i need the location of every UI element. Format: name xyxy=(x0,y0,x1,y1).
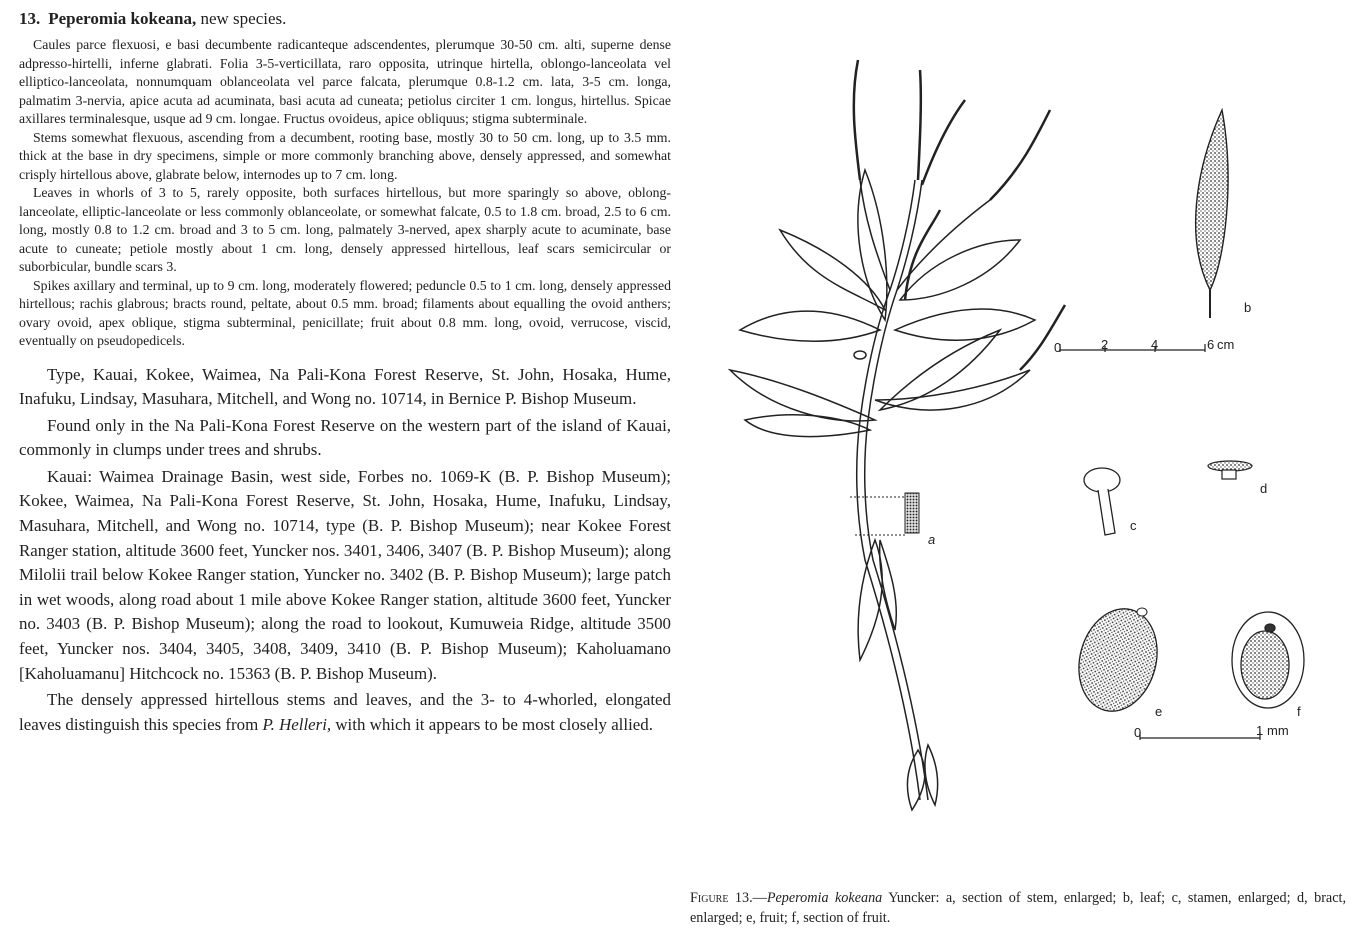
fruit-section-drawing xyxy=(1232,612,1304,708)
fruit-drawing xyxy=(1068,600,1168,720)
caption-text: Yuncker: a, section of stem, enlarged; b, leaf; c, stamen, enlarged; d, bract, enlarged; e, fruit; f, section of fruit. xyxy=(690,890,1347,926)
species-name: Peperomia kokeana, xyxy=(48,9,197,28)
stem-section-drawing xyxy=(905,493,919,533)
scale-bar-mm xyxy=(1140,732,1260,740)
scale-cm-tick-6: 6 xyxy=(1207,337,1215,352)
caption-species: Peperomia kokeana xyxy=(766,890,883,906)
label-b: b xyxy=(1244,300,1252,315)
scale-cm-tick-2: 2 xyxy=(1101,337,1109,352)
type-paragraph: Type, Kauai, Kokee, Waimea, Na Pali-Kona Forest Reserve, St. John, Hosaka, Hume, Inafuku, Lindsay, Masuhara, Mitchell, and Wong no. 10714, in Bernice P. Bishop Museum. xyxy=(19,364,671,409)
latin-description: Caules parce flexuosi, e basi decumbente radicanteque adscendentes, plerumque 30-50 cm. alti, superne dense adpresso-hirtelli, inferne glabrati. Folia 3-5-verticillata, raro opposita, utrinque hirtella, oblongo-lanceolata vel elliptico-lanceolata, nonnumquam oblanceolata vel parce falcata, plerumque 0.8-1.2 cm. lata, 3-5 cm. longa, palmatim 3-nervia, apice acuta ad acuminata, basi acuta ad cuneata; petiolus circiter 1 cm. longus, hirtellus. Spicae axillares terminalesque, usque ad 9 cm. longae. Fructus ovoideus, apice obliquus; stigma subterminale. xyxy=(19,37,671,126)
scale-cm-unit: cm xyxy=(1217,337,1235,352)
scale-mm-unit: mm xyxy=(1267,723,1289,738)
label-e: e xyxy=(1155,704,1163,719)
species-suffix: new species. xyxy=(196,9,287,28)
leaf-drawing xyxy=(1196,110,1228,290)
figure-label: Figure 13.— xyxy=(690,890,767,906)
scale-cm-tick-4: 4 xyxy=(1151,337,1159,352)
distribution-paragraph: Found only in the Na Pali-Kona Forest Reserve on the western part of the island of Kauai, commonly in clumps under trees and shrubs. xyxy=(19,415,671,460)
bract-drawing xyxy=(1208,461,1252,479)
label-f: f xyxy=(1297,704,1301,719)
leaves-paragraph: Leaves in whorls of 3 to 5, rarely opposite, both surfaces hirtellous, but more sparingly so above, oblong-lanceolate, elliptic-lanceolate or less commonly oblanceolate, or somewhat falcate, 0.5 to 1.8 cm. broad, 2.5 to 6 cm. long, mostly 0.8 to 1.2 cm. broad and 3 to 5 cm. long, palmately 3-nerved, apex sharply acute to acuminate, base acute to cuneate; petiole mostly about 1 cm. long, densely appressed hirtellous, leaf scars semicircular or suborbicular, bundle scars 3. xyxy=(19,185,671,274)
botanical-illustration xyxy=(690,0,1360,880)
species-heading xyxy=(19,8,671,30)
label-d: d xyxy=(1260,481,1268,496)
figure-panel xyxy=(690,0,1360,939)
closing-paragraph xyxy=(19,688,671,737)
plant-habit xyxy=(730,60,1065,810)
figure-caption xyxy=(690,888,1346,928)
closing-before: The densely appressed hirtellous stems and leaves, and the 3- to 4-whorled, elongated leaves distinguish this species from xyxy=(19,690,671,734)
scale-mm-tick-0: 0 xyxy=(1134,725,1142,740)
label-c: c xyxy=(1130,518,1137,533)
specimens-paragraph: Kauai: Waimea Drainage Basin, west side, Forbes no. 1069-K (B. P. Bishop Museum); Kokee, Waimea, Na Pali-Kona Forest Reserve, St. John, Hosaka, Hume, Inafuku, Lindsay, Masuhara, Mitchell, and Wong no. 10714, type (B. P. Bishop Museum); near Kokee Forest Ranger station, altitude 3600 feet, Yuncker nos. 3401, 3406, 3407 (B. P. Bishop Museum); along Milolii trail below Kokee Ranger station, Yuncker no. 3402 (B. P. Bishop Museum); large patch in wet woods, along road about 1 mile above Kokee Ranger station, altitude 3600 feet, Yuncker no. 3403 (B. P. Bishop Museum); along the road to lookout, Kumuweia Ridge, altitude 3500 feet, Yuncker nos. 3404, 3405, 3408, 3409, 3410 (B. P. Bishop Museum); Kaholuamano [Kaholuamanu] Hitchcock no. 15363 (B. P. Bishop Museum). xyxy=(19,466,671,683)
stamen-drawing xyxy=(1084,468,1120,535)
scale-mm-tick-1: 1 xyxy=(1256,723,1264,738)
closing-italic: P. Helleri, xyxy=(262,714,332,734)
closing-after: with which it appears to be most closely allied. xyxy=(331,714,653,734)
scale-cm-tick-0: 0 xyxy=(1054,340,1062,355)
spikes-paragraph: Spikes axillary and terminal, up to 9 cm. long, moderately flowered; peduncle 0.5 to 1 cm. long, densely appressed hirtellous; rachis glabrous; bracts round, peltate, about 0.5 mm. broad; filaments about equalling the ovoid anthers; ovary ovoid, apex oblique, stigma subterminal, penicillate; fruit about 0.8 mm. long, ovoid, verrucose, viscid, eventually on pseudopedicels. xyxy=(19,277,671,348)
species-number: 13. xyxy=(19,9,41,28)
text-column xyxy=(19,8,671,737)
scale-bar-cm xyxy=(1060,344,1205,352)
stems-paragraph: Stems somewhat flexuous, ascending from a decumbent, rooting base, mostly 30 to 50 cm. long, up to 3.5 mm. thick at the base in dry specimens, simple or more commonly branching above, densely appressed, and somewhat crisply hirtellous above, glabrate below, internodes up to 7 cm. long. xyxy=(19,129,671,182)
label-a: a xyxy=(928,532,936,547)
